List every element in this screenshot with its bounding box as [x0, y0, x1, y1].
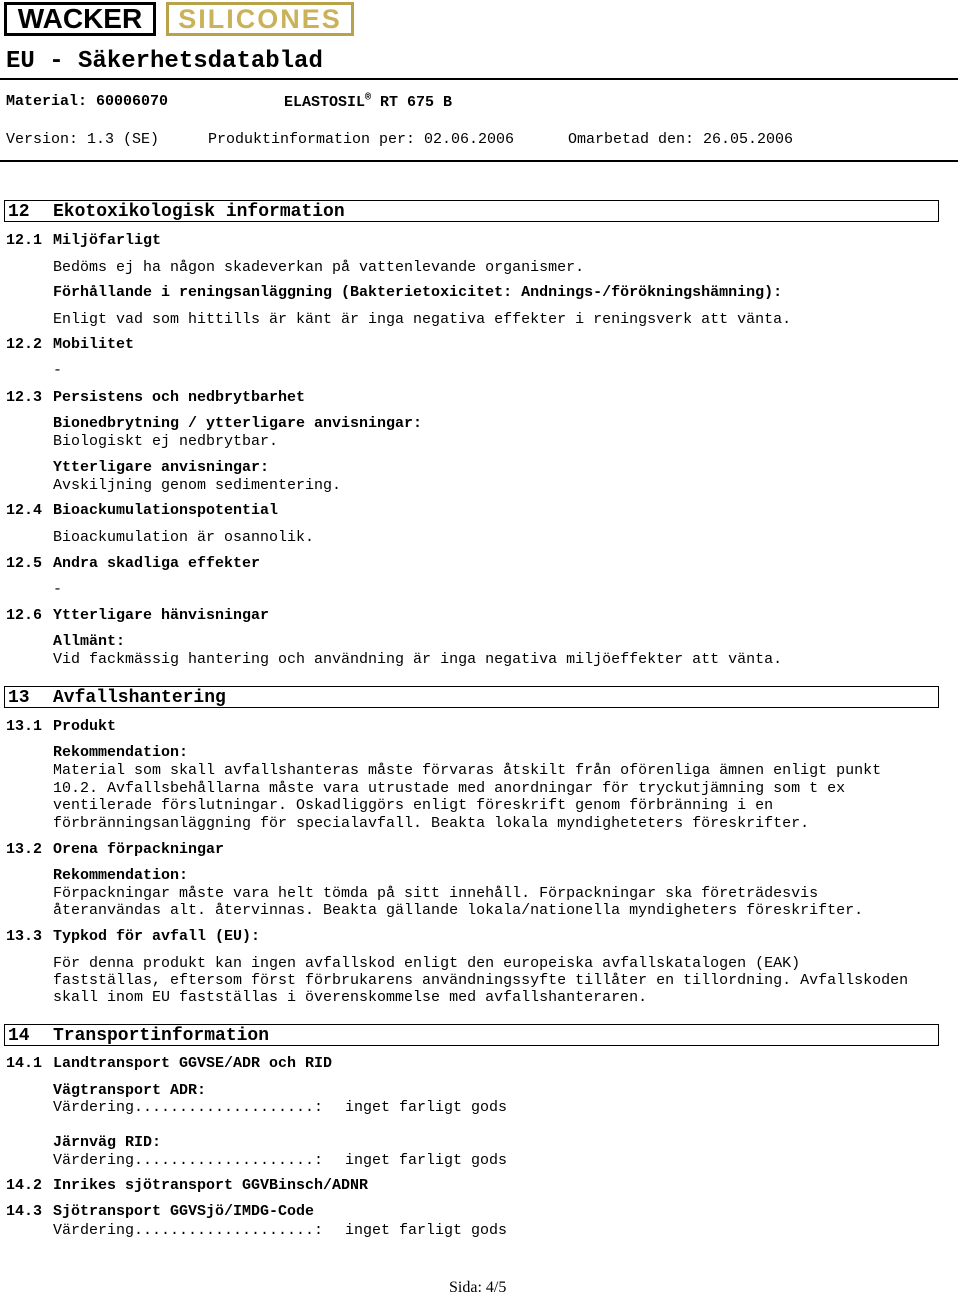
- paragraph: 10.2. Avfallsbehållarna måste vara utrustade med anordningar för tryckutjämning som t ex: [53, 780, 846, 797]
- field-key: Värdering....................:: [53, 1222, 324, 1239]
- paragraph: -: [53, 362, 63, 379]
- version: Version: 1.3 (SE): [6, 131, 160, 148]
- product-name: [284, 94, 452, 110]
- subsection-number: 13.3: [6, 928, 43, 945]
- subsection-number: 12.5: [6, 555, 43, 572]
- paragraph: ventilerade förslutningar. Oskadliggörs enligt föreskrift genom förbränning i en: [53, 797, 774, 814]
- subsection-number: 12.1: [6, 232, 43, 249]
- subsection-title: Typkod för avfall (EU):: [53, 928, 261, 945]
- page-number: Sida: 4/5: [449, 1279, 507, 1296]
- field-label: Ytterligare anvisningar:: [53, 459, 270, 476]
- field-key: Värdering....................:: [53, 1099, 324, 1116]
- paragraph: Förpackningar måste vara helt tömda på sitt innehåll. Förpackningar ska företrädesvis: [53, 885, 819, 902]
- subsection-number: 12.2: [6, 336, 43, 353]
- paragraph: återanvändas alt. återvinnas. Beakta gällande lokala/nationella myndigheters föreskrifter.: [53, 902, 864, 919]
- paragraph: Material som skall avfallshanteras måste förvaras åtskilt från oförenliga ämnen enligt punkt: [53, 762, 882, 779]
- paragraph: Vid fackmässig hantering och användning är inga negativa miljöeffekter att vänta.: [53, 651, 783, 668]
- field-label: Vägtransport ADR:: [53, 1082, 207, 1099]
- section-number: 12: [8, 202, 30, 222]
- revised-date: Omarbetad den: 26.05.2006: [568, 131, 794, 148]
- subsection-number: 13.1: [6, 718, 43, 735]
- field-label: Järnväg RID:: [53, 1134, 162, 1151]
- field-value: inget farligt gods: [345, 1222, 508, 1239]
- paragraph: Bedöms ej ha någon skadeverkan på vattenlevande organismer.: [53, 259, 585, 276]
- subsection-number: 14.2: [6, 1177, 43, 1194]
- product-code: RT 675 B: [380, 94, 453, 111]
- paragraph: Bioackumulation är osannolik.: [53, 529, 315, 546]
- section-title: Ekotoxikologisk information: [53, 202, 345, 222]
- paragraph: Enligt vad som hittills är känt är inga negativa effekter i reningsverk att vänta.: [53, 311, 792, 328]
- product-name-text: ELASTOSIL: [284, 94, 366, 111]
- subsection-number: 13.2: [6, 841, 43, 858]
- field-label: Bionedbrytning / ytterligare anvisningar:: [53, 415, 423, 432]
- document-title: EU - Säkerhetsdatablad: [6, 48, 323, 75]
- field-label: Rekommendation:: [53, 744, 189, 761]
- subsection-number: 12.3: [6, 389, 43, 406]
- section-number: 13: [8, 688, 30, 708]
- paragraph: skall inom EU fastställas i överenskommelse med avfallshanteraren.: [53, 989, 648, 1006]
- paragraph: Avskiljning genom sedimentering.: [53, 477, 342, 494]
- subsection-title: Mobilitet: [53, 336, 135, 353]
- paragraph: Biologiskt ej nedbrytbar.: [53, 433, 279, 450]
- paragraph: fastställas, eftersom först förbrukarens användningssyfte tillåter en tillordning. Avfallskoden: [53, 972, 909, 989]
- divider: [0, 160, 958, 162]
- subsection-title: Landtransport GGVSE/ADR och RID: [53, 1055, 333, 1072]
- divider: [0, 78, 958, 80]
- paragraph: förbränningsanläggning för specialavfall. Beakta lokala myndigheteters föreskrifter.: [53, 815, 810, 832]
- subsection-number: 14.1: [6, 1055, 43, 1072]
- paragraph: -: [53, 581, 63, 598]
- subsection-title: Orena förpackningar: [53, 841, 225, 858]
- subsection-title: Andra skadliga effekter: [53, 555, 261, 572]
- subsection-title: Produkt: [53, 718, 117, 735]
- subsection-number: 12.4: [6, 502, 43, 519]
- registered-mark: ®: [365, 93, 372, 104]
- wacker-logo: WACKER: [4, 2, 156, 36]
- field-value: inget farligt gods: [345, 1099, 508, 1116]
- paragraph: För denna produkt kan ingen avfallskod enligt den europeiska avfallskatalogen (EAK): [53, 955, 801, 972]
- section-title: Transportinformation: [53, 1026, 270, 1046]
- field-key: Värdering....................:: [53, 1152, 324, 1169]
- subsection-title: Ytterligare hänvisningar: [53, 607, 270, 624]
- subsection-title: Inrikes sjötransport GGVBinsch/ADNR: [53, 1177, 369, 1194]
- subsection-number: 12.6: [6, 607, 43, 624]
- product-info-date: Produktinformation per: 02.06.2006: [208, 131, 515, 148]
- subsection-number: 14.3: [6, 1203, 43, 1220]
- subsection-title: Bioackumulationspotential: [53, 502, 279, 519]
- field-label: Förhållande i reningsanläggning (Bakterietoxicitet: Andnings-/förökningshämning):: [53, 284, 783, 301]
- subsection-title: Sjötransport GGVSjö/IMDG-Code: [53, 1203, 315, 1220]
- section-number: 14: [8, 1026, 30, 1046]
- section-title: Avfallshantering: [53, 688, 226, 708]
- subsection-title: Persistens och nedbrytbarhet: [53, 389, 306, 406]
- material-number: Material: 60006070: [6, 93, 169, 110]
- subsection-title: Miljöfarligt: [53, 232, 162, 249]
- field-value: inget farligt gods: [345, 1152, 508, 1169]
- field-label: Rekommendation:: [53, 867, 189, 884]
- field-label: Allmänt:: [53, 633, 126, 650]
- silicones-logo: SILICONES: [166, 2, 354, 36]
